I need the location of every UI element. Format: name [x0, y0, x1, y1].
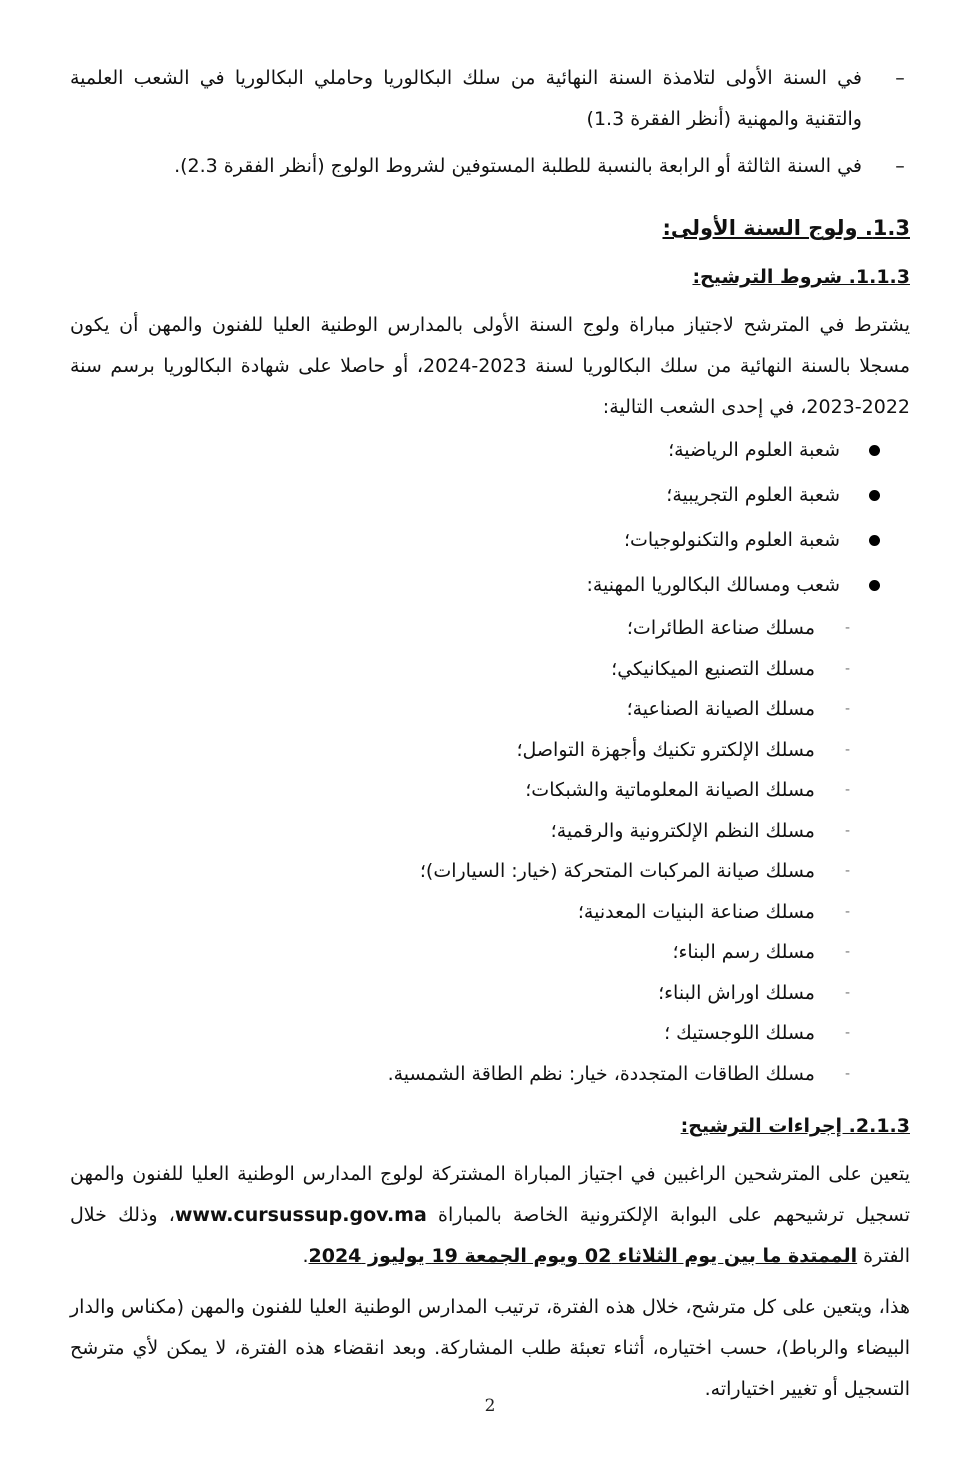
- portal-link[interactable]: www.cursussup.gov.ma: [174, 1204, 427, 1226]
- dash-marker: -: [844, 660, 850, 677]
- subsection-heading-conditions: 1.1.3. شروط الترشيح:: [692, 266, 910, 288]
- list-item: [70, 730, 910, 771]
- dash-marker: -: [844, 741, 850, 758]
- procedures-paragraph: [70, 1154, 910, 1277]
- procedures-text-cont: ، وذلك خلال الفترة: [70, 1204, 910, 1267]
- registration-period: الممتدة ما بين يوم الثلاثاء 02 ويوم الجمعة 19 يوليوز 2024: [308, 1245, 858, 1267]
- procedures-text: يتعين على المترشحين الراغبين في اجتياز المباراة المشتركة لولوج المدارس الوطنية العليا للفنون والمهن تسجيل ترشيحهم على البوابة الإلكترونية الخاصة بالمباراة: [70, 1163, 910, 1226]
- track-label: مسلك صيانة المركبات المتحركة (خيار: السيارات)؛: [419, 860, 815, 882]
- dash-marker: -: [844, 903, 850, 920]
- branch-label: شعب ومسالك البكالوريا المهنية:: [586, 574, 840, 596]
- branch-label: شعبة العلوم الرياضية؛: [668, 439, 840, 461]
- list-item: [70, 851, 910, 892]
- list-item: [70, 563, 910, 608]
- dash-marker: -: [844, 863, 850, 879]
- procedures-text-end: .: [302, 1245, 309, 1267]
- track-label: مسلك التصنيع الميكانيكي؛: [611, 657, 815, 680]
- dash-marker: -: [844, 620, 850, 636]
- dash-marker: -: [844, 1025, 850, 1041]
- track-label: مسلك الطاقات المتجددة، خيار: نظم الطاقة الشمسية.: [387, 1062, 815, 1085]
- intro-item: [70, 146, 910, 187]
- track-label: مسلك صناعة البنيات المعدنية؛: [577, 900, 815, 923]
- track-label: مسلك رسم البناء؛: [672, 941, 815, 963]
- document-page: [70, 58, 910, 1410]
- dash-marker: –: [895, 155, 905, 177]
- page-number: 2: [484, 1396, 496, 1416]
- track-label: مسلك اللوجستيك ؛: [664, 1022, 815, 1044]
- track-list: [70, 608, 910, 1094]
- list-item: [70, 811, 910, 852]
- section-heading: 1.3. ولوج السنة الأولى:: [662, 216, 910, 240]
- list-item: [70, 770, 910, 811]
- track-label: مسلك الصيانة المعلوماتية والشبكات؛: [525, 779, 815, 801]
- list-item: [70, 473, 910, 518]
- intro-item-text: في السنة الأولى لتلامذة السنة النهائية من سلك البكالوريا وحاملي البكالوريا في الشعب العلمية والتقنية والمهنية (أنظر الفقرة 1.3): [70, 67, 862, 130]
- branch-label: شعبة العلوم والتكنولوجيات؛: [623, 529, 840, 551]
- dash-marker: -: [844, 944, 850, 960]
- branch-list: [70, 428, 910, 608]
- dash-marker: -: [844, 1065, 850, 1082]
- intro-item-text: في السنة الثالثة أو الرابعة بالنسبة للطلبة المستوفين لشروط الولوج (أنظر الفقرة 2.3).: [174, 155, 862, 177]
- list-item: [70, 1013, 910, 1054]
- list-item: [70, 689, 910, 730]
- conditions-paragraph: يشترط في المترشح لاجتياز مباراة ولوج السنة الأولى بالمدارس الوطنية العليا للفنون والمهن أن يكون مسجلا بالسنة النهائية من سلك البكالوريا لسنة 2023-2024، أو حاصلا على شهادة البكالوريا برسم سنة 2022-2023، في إحدى الشعب التالية:: [70, 314, 910, 418]
- bullet-icon: [869, 490, 880, 501]
- track-label: مسلك صناعة الطائرات؛: [626, 617, 815, 639]
- bullet-icon: [869, 580, 880, 591]
- list-item: [70, 518, 910, 563]
- track-label: مسلك النظم الإلكترونية والرقمية؛: [550, 819, 815, 842]
- dash-marker: -: [844, 782, 850, 798]
- list-item: [70, 1054, 910, 1095]
- dash-marker: -: [844, 984, 850, 1001]
- subsection-heading-procedures: 2.1.3. إجراءات الترشيح:: [680, 1115, 910, 1137]
- ranking-paragraph: هذا، ويتعين على كل مترشح، خلال هذه الفترة، ترتيب المدارس الوطنية العليا للفنون والمهن (مكناس والدار البيضاء والرباط)، حسب اختياره، أثناء تعبئة طلب المشاركة. وبعد انقضاء هذه الفترة، لا يمكن لأي مترشح التسجيل أو تغيير اختياراته.: [70, 1296, 910, 1400]
- list-item: [70, 649, 910, 690]
- dash-marker: -: [844, 822, 850, 839]
- bullet-icon: [869, 535, 880, 546]
- list-item: [70, 973, 910, 1014]
- track-label: مسلك الصيانة الصناعية؛: [626, 698, 815, 720]
- track-label: مسلك اوراش البناء؛: [658, 981, 815, 1004]
- list-item: [70, 932, 910, 973]
- dash-marker: –: [895, 67, 905, 89]
- list-item: [70, 608, 910, 649]
- bullet-icon: [869, 445, 880, 456]
- list-item: [70, 892, 910, 933]
- track-label: مسلك الإلكترو تكنيك وأجهزة التواصل؛: [516, 738, 815, 761]
- list-item: [70, 428, 910, 473]
- intro-item: [70, 58, 910, 140]
- dash-marker: -: [844, 701, 850, 717]
- branch-label: شعبة العلوم التجريبية؛: [666, 484, 840, 506]
